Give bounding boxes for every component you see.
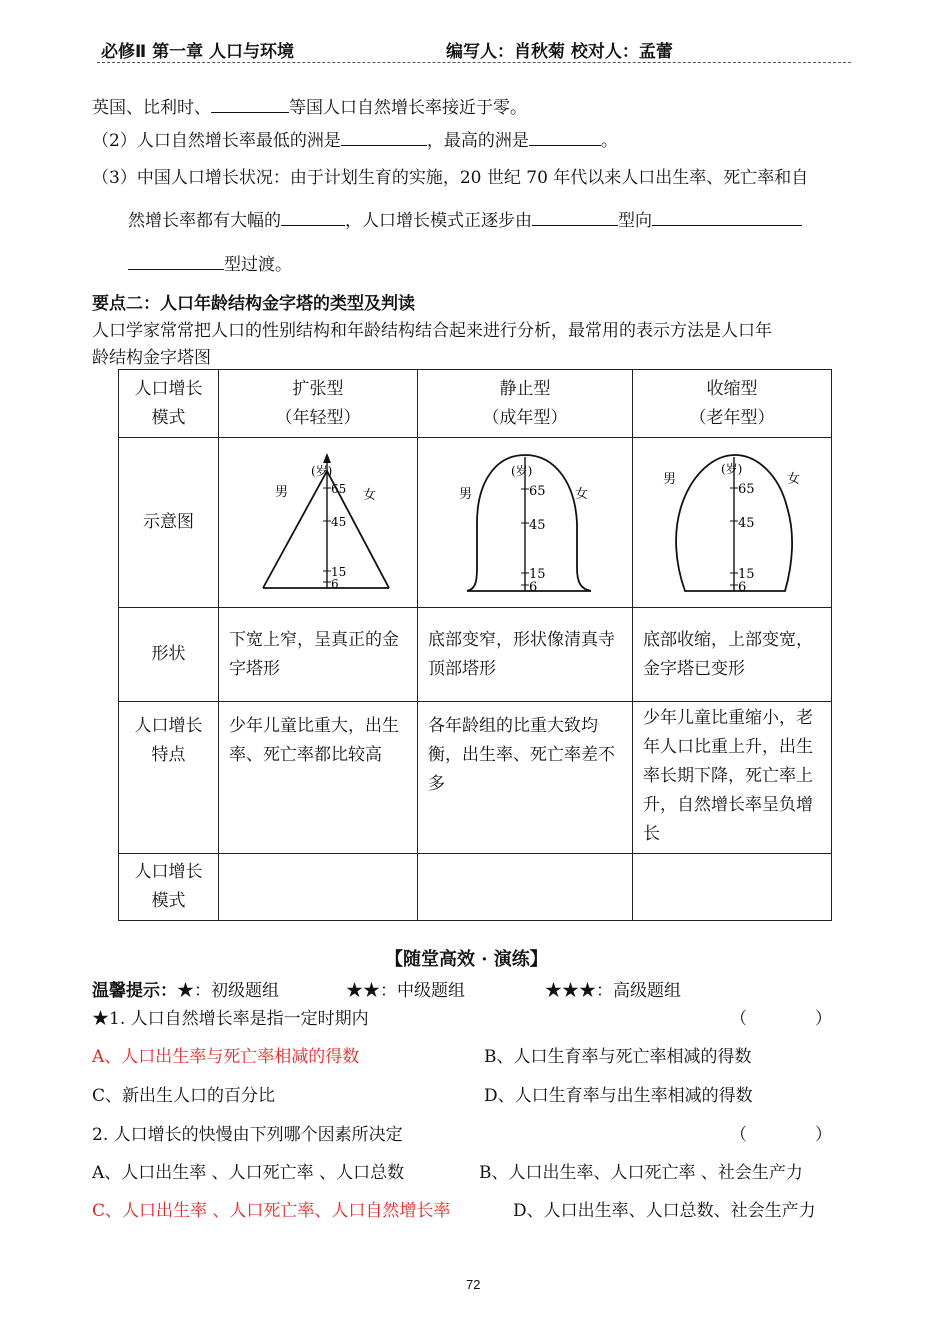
header-expansive-line-2: （年轻型） (275, 407, 361, 428)
row-label-diagram: 示意图 (119, 438, 219, 608)
q1-option-a: A、人口出生率与死亡率相减的得数 (92, 1047, 360, 1067)
row-label-model-line-2: 模式 (151, 891, 186, 911)
blank-5 (532, 224, 618, 226)
stationary-male-label: 男 (459, 486, 473, 502)
q1-option-c: C、新出生人口的百分比 (92, 1086, 276, 1106)
expansive-axis-arrow (323, 453, 331, 463)
row-label-shape: 形状 (119, 608, 219, 702)
section2-desc-line-1: 人口学家常常把人口的性别结构和年龄结构结合起来进行分析，最常用的表示方法是人口年 (92, 321, 772, 341)
age-pyramid-table (118, 369, 832, 921)
practice-title: 【随堂高效 · 演练】 (385, 949, 548, 970)
expansive-male-label: 男 (275, 484, 289, 500)
expansive-tick-15: 15 (331, 564, 347, 579)
header-cell-expansive (219, 370, 418, 438)
row-label-features-line-1: 人口增长 (134, 716, 203, 736)
tip-level-2: ★★：中级题组 (346, 981, 465, 1001)
q1-option-d: D、人口生育率与出生率相减的得数 (484, 1086, 753, 1106)
intro-line-1-text-a: 英国、比利时、 (92, 98, 211, 118)
question-2: 2. 人口增长的快慢由下列哪个因素所决定 (92, 1125, 403, 1145)
diagram-cell-stationary (418, 438, 633, 608)
blank-7 (128, 268, 224, 270)
expansive-tick-45: 45 (331, 514, 347, 529)
question-2-answer-paren: （ ） (730, 1125, 832, 1145)
blank-1 (211, 111, 289, 113)
header-cell-constrictive (633, 370, 832, 438)
intro-line-5-text: 型过渡。 (224, 255, 292, 275)
intro-line-4 (128, 206, 802, 231)
intro-line-2-text-b: ，最高的洲是 (426, 131, 529, 151)
shape-expansive: 下宽上窄，呈真正的金字塔形 (219, 608, 418, 702)
constrictive-pyramid-diagram (637, 443, 827, 603)
stationary-tick-45: 45 (529, 517, 546, 533)
intro-line-3: （3）中国人口增长状况：由于计划生育的实施，20 世纪 70 年代以来人口出生率、死亡率和自 (92, 168, 809, 188)
tip-level-3: ★★★：高级题组 (545, 981, 681, 1001)
constrictive-male-label: 男 (663, 471, 677, 487)
stationary-tick-65: 65 (529, 483, 546, 499)
row-label-features-line-2: 特点 (151, 745, 186, 765)
header-cell-model (119, 370, 219, 438)
header-constrictive-line-1: 收缩型 (706, 378, 758, 399)
stationary-tick-6: 6 (529, 579, 538, 595)
constrictive-female-label: 女 (787, 471, 801, 487)
table-row-model (119, 854, 832, 921)
intro-line-2-text-c: 。 (600, 131, 618, 151)
features-expansive: 少年儿童比重大，出生率、死亡率都比较高 (219, 702, 418, 854)
intro-line-1 (92, 93, 527, 118)
blank-4 (281, 224, 345, 226)
blank-3 (529, 144, 601, 146)
constrictive-tick-15: 15 (738, 566, 755, 582)
constrictive-tick-65: 65 (738, 481, 755, 497)
table-row-diagram (119, 438, 832, 608)
q2-option-d: D、人口出生率、人口总数、社会生产力 (513, 1201, 816, 1221)
difficulty-tip (92, 976, 279, 1001)
header-stationary-line-2: （成年型） (482, 407, 568, 428)
constrictive-tick-45: 45 (738, 515, 755, 531)
stationary-tick-15: 15 (529, 566, 546, 582)
header-stationary-line-1: 静止型 (499, 378, 551, 399)
expansive-female-label: 女 (363, 487, 377, 503)
intro-line-4-text-c: 型向 (618, 211, 652, 231)
q2-option-b: B、人口出生率、人口死亡率 、社会生产力 (479, 1163, 803, 1183)
intro-line-1-text-b: 等国人口自然增长率接近于零。 (289, 98, 527, 118)
constrictive-tick-6: 6 (738, 579, 747, 595)
expansive-unit: (岁) (311, 463, 333, 478)
stationary-unit: (岁) (511, 463, 533, 478)
question-1: ★1. 人口自然增长率是指一定时期内 (92, 1009, 369, 1029)
intro-line-5 (128, 250, 292, 275)
row-label-features (119, 702, 219, 854)
q1-option-b: B、人口生育率与死亡率相减的得数 (484, 1047, 752, 1067)
q2-option-c: C、人口出生率 、人口死亡率、人口自然增长率 (92, 1201, 451, 1221)
row-label-model-line-1: 人口增长 (134, 862, 203, 882)
intro-line-4-text-a: 然增长率都有大幅的 (128, 211, 281, 231)
constrictive-unit: (岁) (721, 461, 743, 476)
header-chapter: 必修Ⅱ 第一章 人口与环境 (101, 42, 295, 62)
section2-desc-line-2: 龄结构金字塔图 (92, 348, 211, 368)
table-header-row (119, 370, 832, 438)
header-model-line-1: 人口增长 (134, 378, 203, 399)
diagram-cell-expansive (219, 438, 418, 608)
features-constrictive: 少年儿童比重缩小，老年人口比重上升，出生率长期下降，死亡率上升，自然增长率呈负增长 (633, 702, 832, 854)
model-expansive-answer (219, 854, 418, 921)
features-stationary: 各年龄组的比重大致均衡，出生率、死亡率差不多 (418, 702, 633, 854)
header-cell-stationary (418, 370, 633, 438)
header-model-line-2: 模式 (151, 407, 186, 428)
section2-title: 要点二：人口年龄结构金字塔的类型及判读 (92, 294, 415, 314)
table-row-shape (119, 608, 832, 702)
tip-label: 温馨提示： (92, 981, 177, 1001)
header-expansive-line-1: 扩张型 (292, 378, 344, 399)
intro-line-4-text-b: ，人口增长模式正逐步由 (345, 211, 532, 231)
diagram-cell-constrictive (633, 438, 832, 608)
blank-2 (341, 144, 427, 146)
header-constrictive-line-2: （老年型） (689, 407, 775, 428)
table-row-features (119, 702, 832, 854)
stationary-pyramid-diagram (425, 443, 625, 603)
expansive-tick-6: 6 (331, 576, 339, 591)
shape-stationary: 底部变窄，形状像清真寺顶部塔形 (418, 608, 633, 702)
expansive-pyramid-diagram (223, 443, 413, 603)
header-divider (97, 62, 851, 63)
intro-line-2 (92, 126, 618, 151)
row-label-model (119, 854, 219, 921)
expansive-tick-65: 65 (331, 481, 347, 496)
header-authors: 编写人：肖秋菊 校对人：孟蕾 (446, 42, 673, 62)
question-1-answer-paren: （ ） (730, 1009, 832, 1029)
tip-level-1: ★：初级题组 (177, 981, 279, 1001)
model-stationary-answer (418, 854, 633, 921)
blank-6 (652, 224, 802, 226)
stationary-female-label: 女 (575, 486, 589, 502)
intro-line-2-text-a: （2）人口自然增长率最低的洲是 (92, 131, 341, 151)
page-number: 72 (466, 1277, 481, 1292)
model-constrictive-answer (633, 854, 832, 921)
q2-option-a: A、人口出生率 、人口死亡率 、人口总数 (92, 1163, 405, 1183)
shape-constrictive: 底部收缩，上部变宽，金字塔已变形 (633, 608, 832, 702)
